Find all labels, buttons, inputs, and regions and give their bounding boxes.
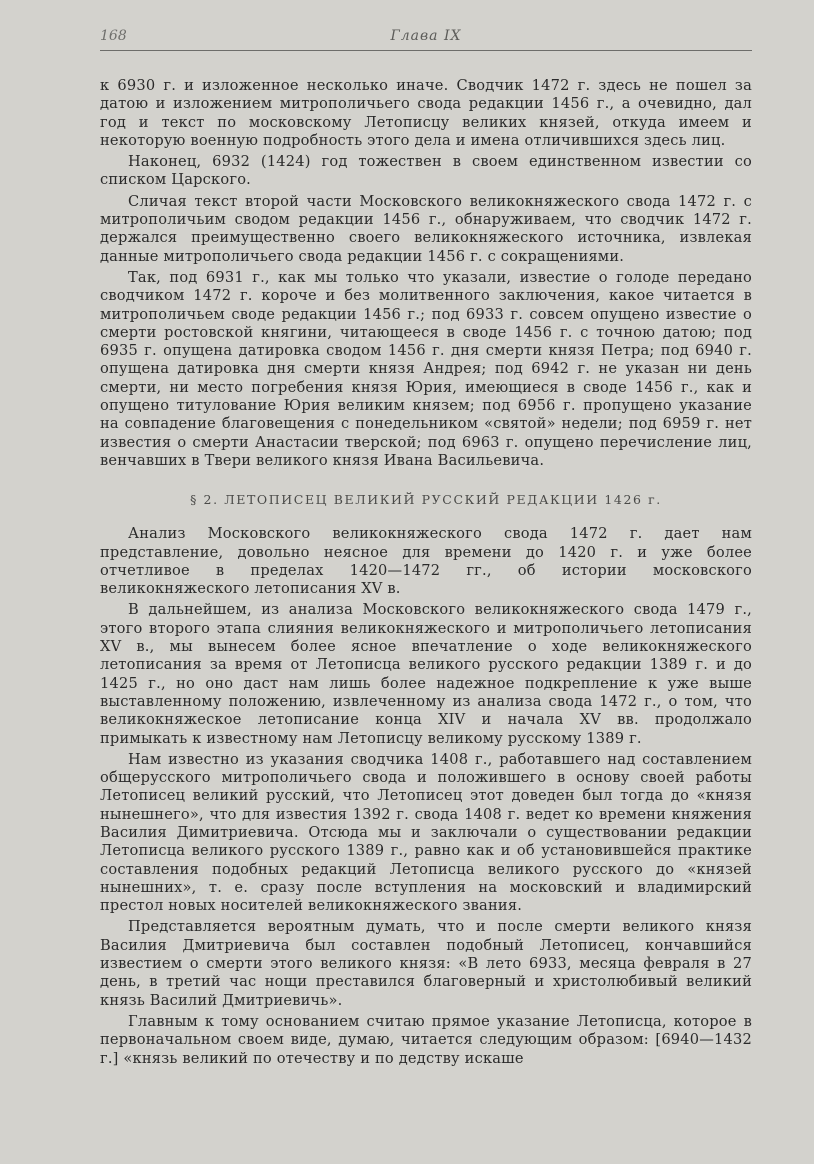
paragraph: Так, под 6931 г., как мы только что указали, известие о голоде передано сводчиком 1472 г. короче и без молитвенного заключения, какое читается в митрополичьем своде редакции 1456 г.; под 6933 г. совсем опущено известие о смерти ростовской княгини, читающееся в своде 1456 г. с точною датою; под 6935 г. опущена датировка сводом 1456 г. дня смерти князя Петра; под 6940 г. опущена датировка дня смерти князя Андрея; под 6942 г. не указан ни день смерти, ни место погребения князя Юрия, имеющиеся в своде 1456 г., как и опущено титулование Юрия великим князем; под 6956 г. пропущено указание на совпадение благовещения с понедельником «святой» недели; под 6959 г. нет известия о смерти Анастасии тверской; под 6963 г. опущено перечисление лиц, венчавших в Твери великого князя Ивана Васильевича. [100,268,752,469]
page-number: 168 [100,28,127,44]
paragraph: Сличая текст второй части Московского великокняжеского свода 1472 г. с митрополичьим сводом редакции 1456 г., обнаруживаем, что сводчик 1472 г. держался преимущественно своего великокняжеского источника, извлекая данные митрополичьего свода редакции 1456 г. с сокращениями. [100,192,752,265]
paragraph: Главным к тому основанием считаю прямое указание Летописца, которое в первоначальном своем виде, думаю, читается следующим образом: [6940—1432 г.] «князь великий по отечеству и по дедству искаше [100,1012,752,1067]
paragraph: В дальнейшем, из анализа Московского великокняжеского свода 1479 г., этого второго этапа слияния великокняжеского и митрополичьего летописания XV в., мы вынесем более ясное впечатление о ходе великокняжеского летописания за время от Летописца великого русского редакции 1389 г. и до 1425 г., но оно даст нам лишь более надежное подкрепление к уже выше выставленному положению, извлеченному из анализа свода 1472 г., о том, что великокняжеское летописание конца XIV и начала XV вв. продолжало примыкать к известному нам Летописцу великому русскому 1389 г. [100,601,752,747]
section-heading: § 2. ЛЕТОПИСЕЦ ВЕЛИКИЙ РУССКИЙ РЕДАКЦИИ 1426 г. [190,492,662,508]
paragraph: Наконец, 6932 (1424) год тожествен в своем единственном известии со списком Царского. [100,153,752,189]
paragraph: Нам известно из указания сводчика 1408 г., работавшего над составлением общерусского митрополичьего свода и положившего в основу своей работы Летописец великий русский, что Летописец этот доведен был тогда до «князя нынешнего», что для известия 1392 г. свода 1408 г. ведет ко времени княжения Василия Димитриевича. Отсюда мы и заключали о существовании редакции Летописца великого русского 1389 г., равно как и об установившейся практике составления подобных редакций Летописца великого русского до «князей нынешних», т. е. сразу после вступления на московский и владимирский престол новых носителей великокняжеского звания. [100,750,752,915]
running-head [100,22,752,51]
chapter-title: Глава IX [390,28,462,44]
body-text-lower [100,525,752,1068]
paragraph: Представляется вероятным думать, что и после смерти великого князя Василия Дмитриевича был составлен подобный Летописец, кончавшийся известием о смерти этого великого князя: «В лето 6933, месяца февраля в 27 день, в третий час нощи преставился благоверный и христолюбивый великий князь Василий Дмитриевичь». [100,918,752,1009]
paragraph: к 6930 г. и изложенное несколько иначе. Сводчик 1472 г. здесь не пошел за датою и изложением митрополичьего свода редакции 1456 г., а очевидно, дал год и текст по московскому Летописцу великих князей, откуда имеем и некоторую военную подробность этого дела и имена отличившихся здесь лиц. [100,77,752,149]
paragraph: Анализ Московского великокняжеского свода 1472 г. дает нам представление, довольно неясное для времени до 1420 г. и уже более отчетливое в пределах 1420—1472 гг., об истории московского великокняжеского летописания XV в. [100,525,752,598]
body-text-upper [100,77,752,470]
